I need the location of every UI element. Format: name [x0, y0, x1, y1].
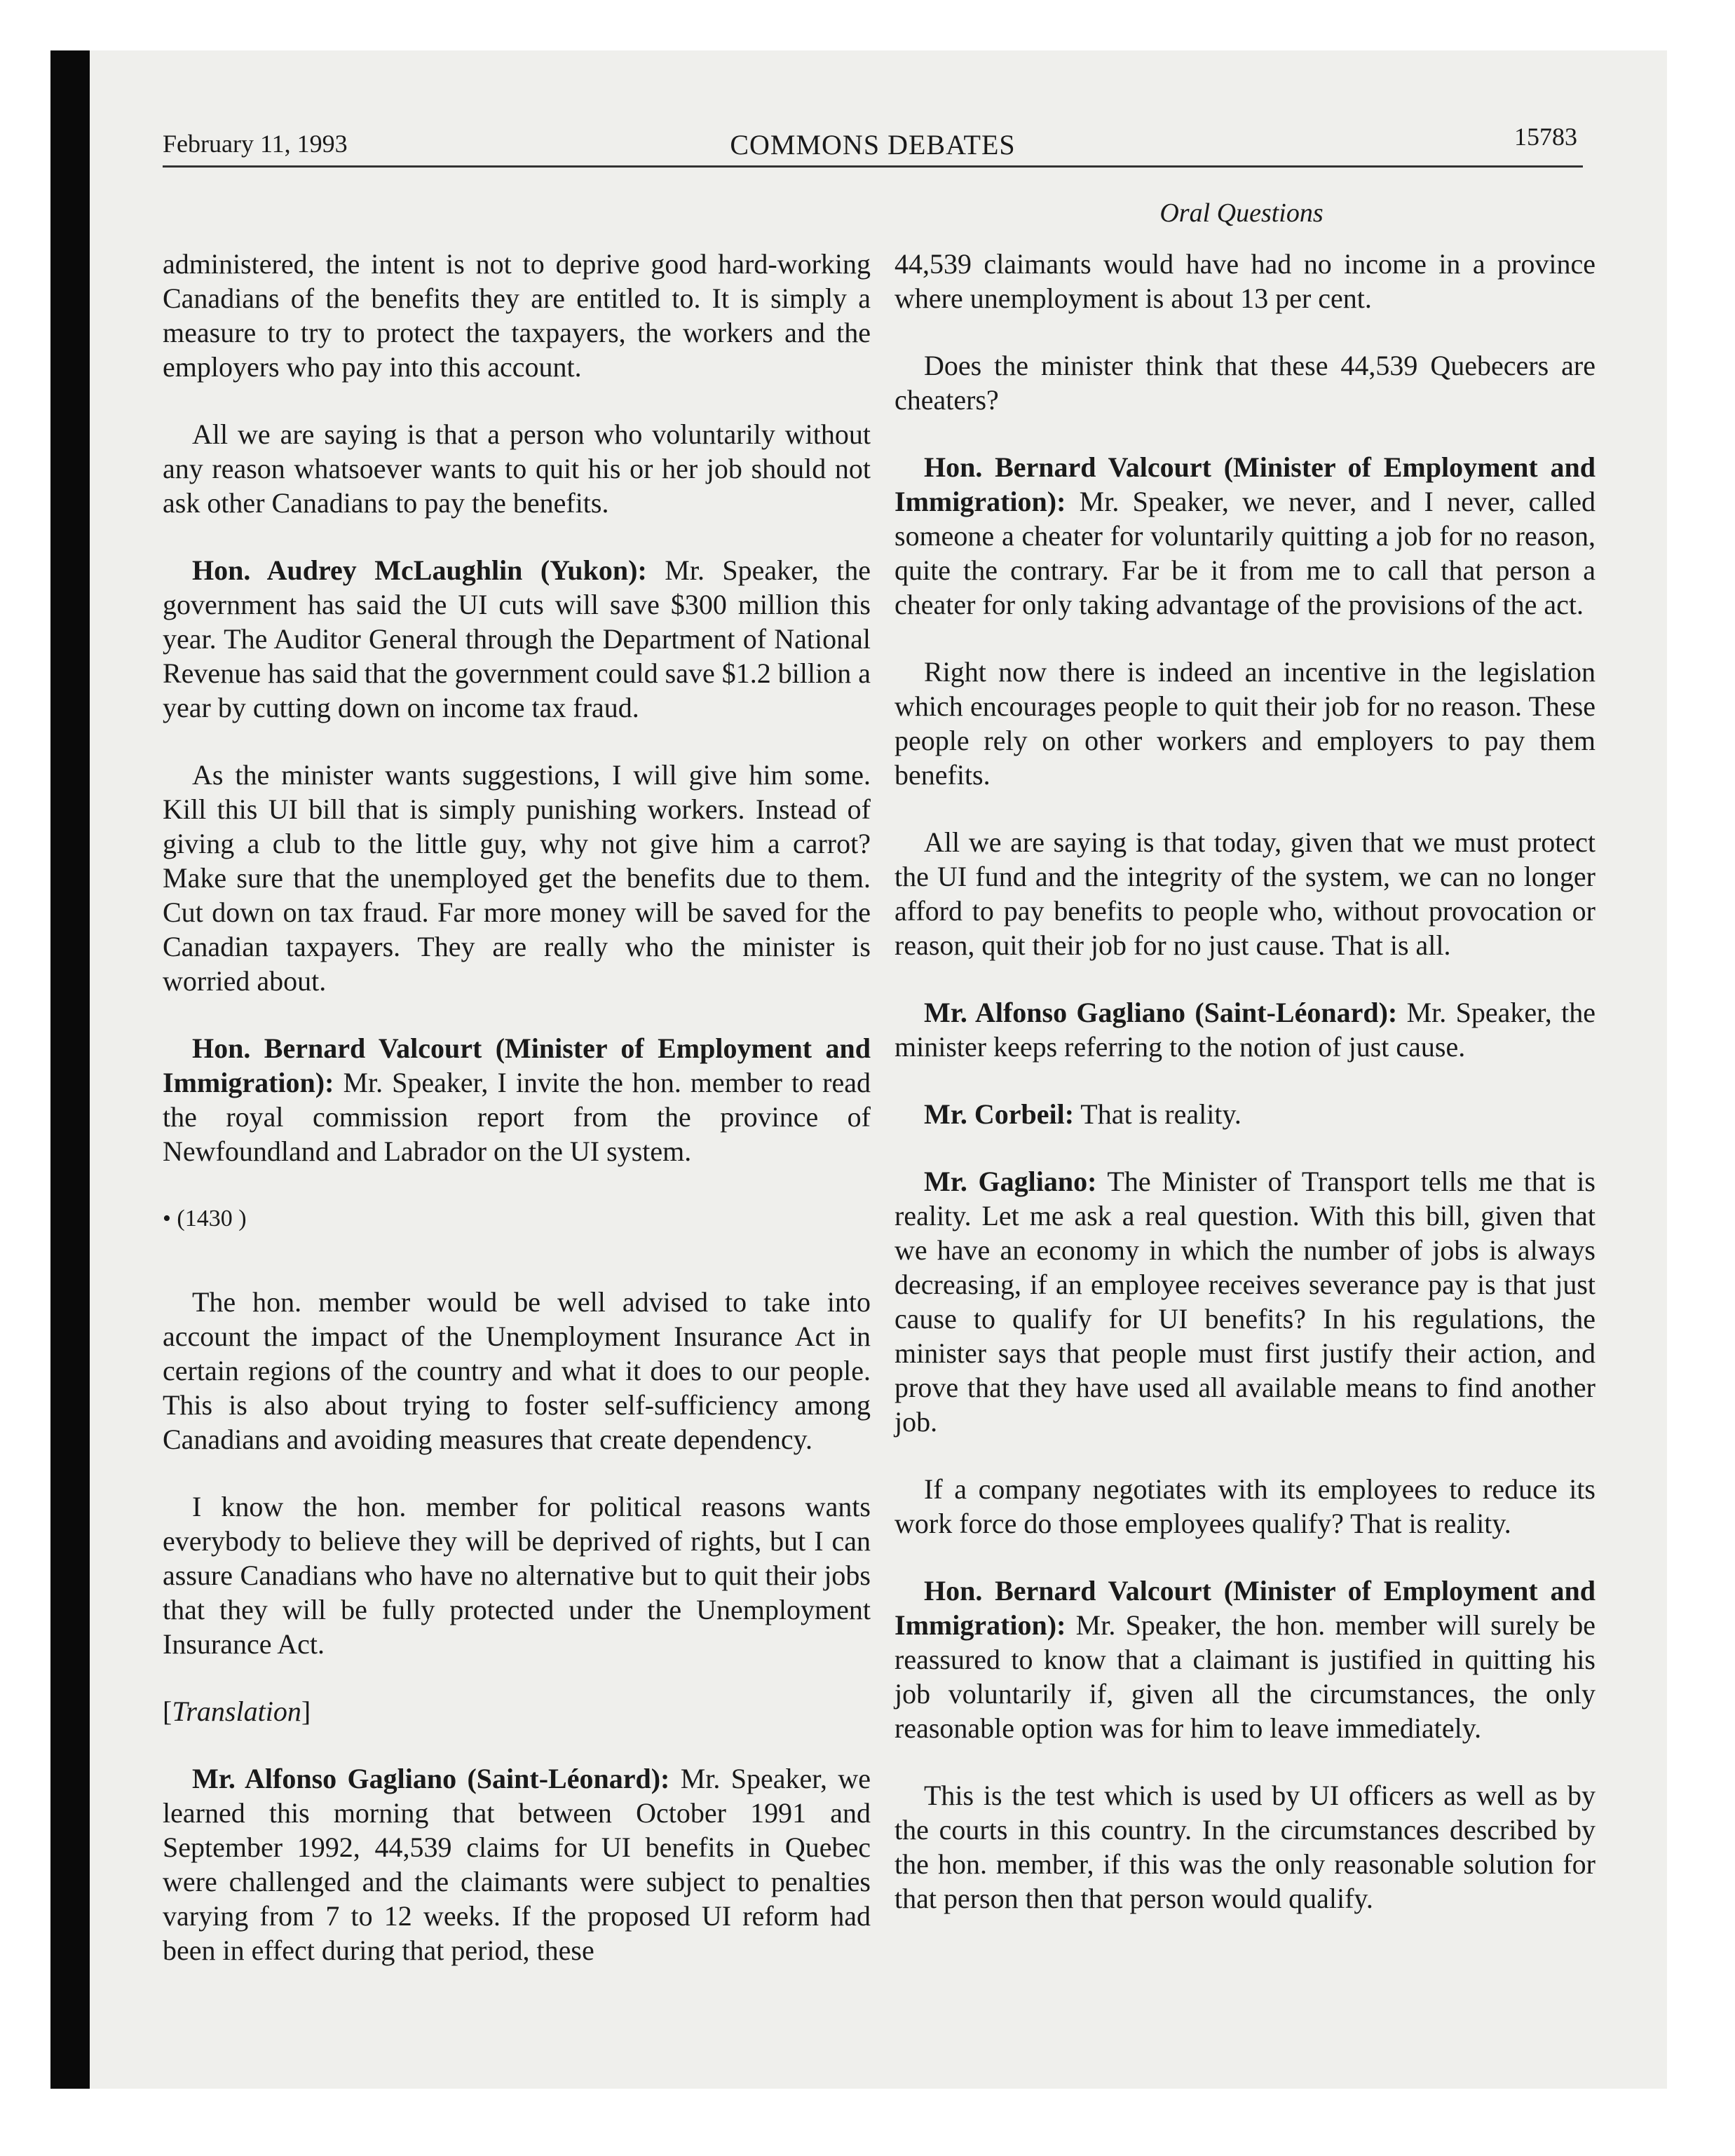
paragraph: Does the minister think that these 44,539 Quebecers are cheaters? [894, 350, 1595, 416]
page-header [163, 118, 1583, 167]
speaker-name: Mr. Alfonso Gagliano (Saint-Léonard): [924, 997, 1398, 1028]
speech [894, 1574, 1595, 1745]
paragraph: This is the test which is used by UI officers as well as by the courts in this country. In the circumstances described by the hon. member, if this was the only reasonable solution for that person then that person would qualify. [894, 1780, 1595, 1914]
paragraph: As the minister wants suggestions, I will give him some. Kill this UI bill that is simply punishing workers. Instead of giving a club to the little guy, why not give him a carrot? Make sure that the unemployed get the benefits due to them. Cut down on tax fraud. Far more money will be saved for the Canadian taxpayers. They are really who the minister is worried about. [163, 759, 871, 997]
paragraph: All we are saying is that a person who voluntarily without any reason whatsoever wants to quit his or her job should not ask other Canadians to pay the benefits. [163, 418, 871, 519]
speech [163, 553, 871, 725]
speaker-name: Mr. Corbeil: [924, 1098, 1075, 1130]
speech [894, 450, 1595, 622]
paragraph: All we are saying is that today, given that we must protect the UI fund and the integrity of the system, we can no longer afford to pay benefits to people who, without provocation or reason, quit their job for no just cause. That is all. [894, 826, 1595, 961]
paragraph: I know the hon. member for political reasons wants everybody to believe they will be deprived of rights, but I can assure Canadians who have no alternative but to quit their jobs that they will be fully protected under the Unemployment Insurance Act. [163, 1491, 871, 1660]
translation-note: [Translation] [163, 1696, 311, 1727]
translation-label: Translation [172, 1696, 301, 1727]
speech [894, 1164, 1595, 1439]
speech-text: Mr. Speaker, the minister keeps referring to the notion of just cause. [894, 997, 1596, 1063]
paragraph: If a company negotiates with its employees to reduce its work force do those employees qualify? That is reality. [894, 1473, 1595, 1539]
speech [894, 1097, 1595, 1131]
speech-text: Mr. Speaker, we never, and I never, called someone a cheater for voluntarily quitting a job for no reason, quite the contrary. Far be it from me to call that person a cheater for only taking advantage of the provisions of the act. [894, 486, 1595, 620]
paragraph: administered, the intent is not to deprive good hard-working Canadians of the benefits they are entitled to. It is simply a measure to try to protect the taxpayers, the workers and the employers who pay into this account. [163, 248, 871, 383]
speech-text: Mr. Speaker, the government has said the UI cuts will save $300 million this year. The Auditor General through the Department of National Revenue has said that the government could save $1.2 billion a year by cutting down on income tax fraud. [163, 554, 871, 723]
left-column [163, 247, 871, 2000]
binding-edge [50, 50, 90, 2089]
speech [163, 1031, 871, 1168]
paragraph: The hon. member would be well advised to take into account the impact of the Unemployment Insurance Act in certain regions of the country and what it does to our people. This is also about trying to foster self-sufficiency among Canadians and avoiding measures that create dependency. [163, 1286, 871, 1455]
speaker-name: Hon. Bernard Valcourt (Minister of Employment and Immigration): [894, 451, 1595, 517]
speech-text: Mr. Speaker, I invite the hon. member to read the royal commission report from the province of Newfoundland and Labrador on the UI system. [163, 1067, 871, 1167]
section-title: Oral Questions [1159, 198, 1324, 228]
page-number: 15783 [1514, 123, 1577, 151]
paragraph: Right now there is indeed an incentive in the legislation which encourages people to quit their job for no reason. These people rely on other workers and employers to pay them benefits. [894, 656, 1595, 791]
speaker-name: Hon. Bernard Valcourt (Minister of Employment and Immigration): [163, 1032, 871, 1098]
speech [894, 995, 1595, 1064]
speech-text: Mr. Speaker, the hon. member will surely be reassured to know that a claimant is justified in quitting his job voluntarily if, given all the circumstances, the only reasonable option was for him to leave immediately. [894, 1609, 1595, 1744]
header-title: COMMONS DEBATES [730, 129, 1016, 161]
speech-text: The Minister of Transport tells me that is reality. Let me ask a real question. With this bill, given that we have an economy in which the number of jobs is always decreasing, if an employee receives severance pay is that just cause to qualify for UI benefits? In his regulations, the minister says that people must first justify their action, and prove that they have used all available means to find another job. [894, 1166, 1595, 1438]
speech-text: That is reality. [1074, 1098, 1241, 1130]
paragraph: 44,539 claimants would have had no income in a province where unemployment is about 13 per cent. [894, 248, 1595, 314]
time-marker: • (1430 ) [163, 1206, 247, 1231]
speech [163, 1761, 871, 1967]
header-date: February 11, 1993 [163, 130, 348, 158]
header-rule [163, 165, 1583, 168]
speaker-name: Mr. Alfonso Gagliano (Saint-Léonard): [192, 1763, 670, 1794]
speech-text: Mr. Speaker, we learned this morning that between October 1991 and September 1992, 44,539 claims for UI benefits in Quebec were challenged and the claimants were subject to penalties varying from 7 to 12 weeks. If the proposed UI reform had been in effect during that period, these [163, 1763, 871, 1966]
speaker-name: Mr. Gagliano: [924, 1166, 1097, 1197]
speaker-name: Hon. Bernard Valcourt (Minister of Employment and Immigration): [894, 1575, 1595, 1641]
right-column [894, 247, 1595, 1949]
speaker-name: Hon. Audrey McLaughlin (Yukon): [192, 554, 647, 586]
